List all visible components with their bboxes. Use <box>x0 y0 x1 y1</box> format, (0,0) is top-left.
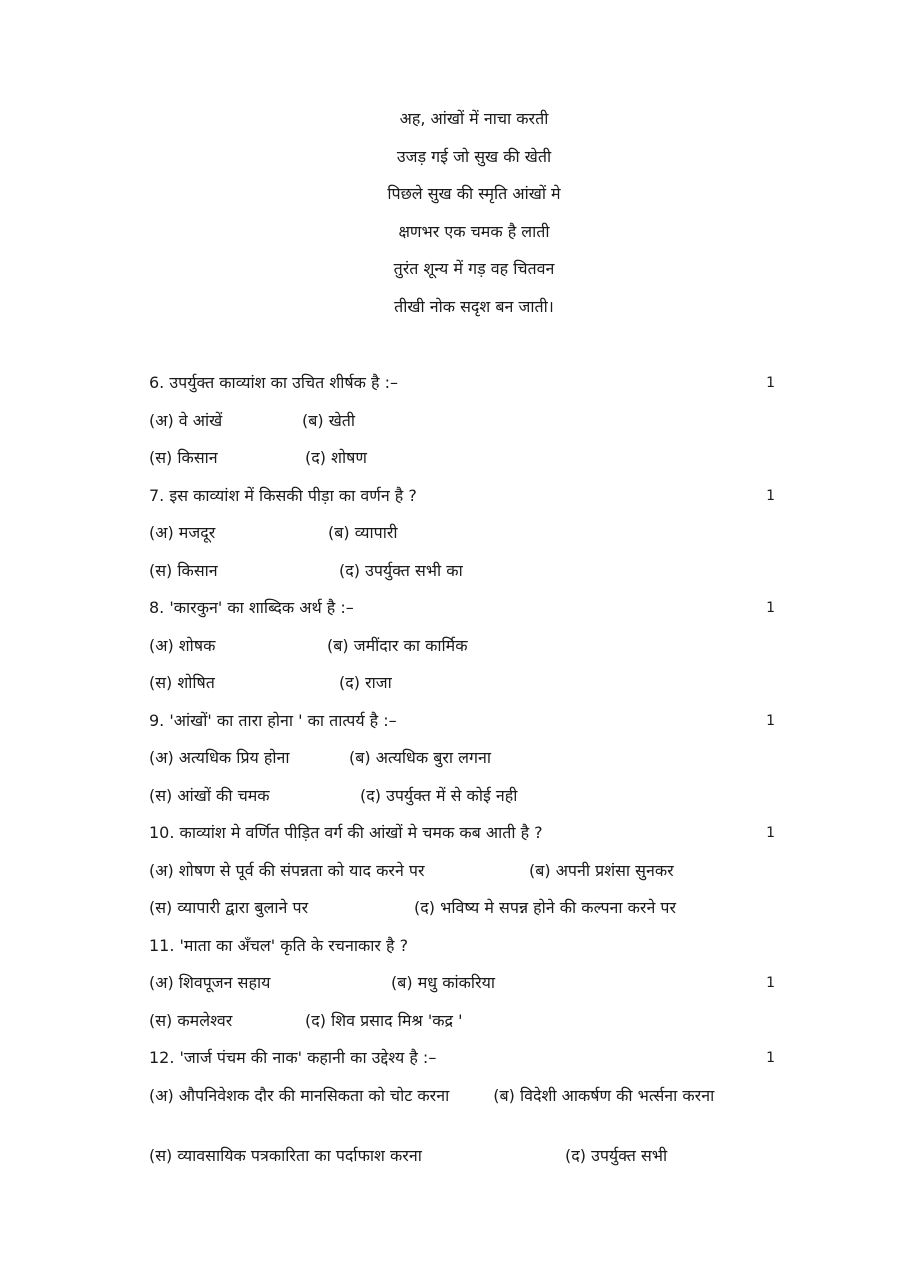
option-c: (स) आंखों की चमक <box>149 785 270 805</box>
options-row <box>149 668 775 706</box>
option-a: (अ) अत्यधिक प्रिय होना <box>149 748 290 767</box>
question-text: 11. 'माता का अँचल' कृति के रचनाकार है ? <box>149 935 409 955</box>
poem-line: तीखी नोक सदृश बन जाती। <box>394 296 554 316</box>
question-9 <box>149 706 775 744</box>
option-b: (ब) मधु कांकरिया <box>391 973 496 992</box>
question-text: 10. काव्यांश मे वर्णित पीड़ित वर्ग की आंखों मे चमक कब आती है ? <box>149 823 543 842</box>
option-d: (द) शिव प्रसाद मिश्र 'कद्र ' <box>305 1010 463 1030</box>
question-list <box>149 368 775 1182</box>
options-row <box>149 1081 775 1141</box>
option-c: (स) शोषित <box>149 673 215 692</box>
poem-stanza <box>0 104 905 330</box>
question-text: 7. इस काव्यांश में किसकी पीड़ा का वर्णन है ? <box>149 485 417 505</box>
question-text: 8. 'कारकुन' का शाब्दिक अर्थ है :– <box>149 598 354 617</box>
option-a: (अ) शिवपूजन सहाय <box>149 973 271 992</box>
option-c: (स) किसान <box>149 448 218 467</box>
question-text: 6. उपर्युक्त काव्यांश का उचित शीर्षक है :– <box>149 373 398 392</box>
option-a: (अ) वे आंखें <box>149 410 223 430</box>
option-c: (स) व्यापारी द्वारा बुलाने पर <box>149 898 309 917</box>
question-mark: 1 <box>766 487 775 504</box>
poem-line: तुरंत शून्य में गड़ वह चितवन <box>393 259 555 279</box>
option-a: (अ) औपनिवेशक दौर की मानसिकता को चोट करना <box>149 1085 450 1105</box>
option-d: (द) उपर्युक्त सभी का <box>339 560 463 580</box>
poem-line: उजड़ गई जो सुख की खेती <box>396 146 552 166</box>
option-b: (ब) अपनी प्रशंसा सुनकर <box>529 860 674 880</box>
question-mark: 1 <box>766 1050 775 1066</box>
option-b: (ब) व्यापारी <box>328 523 398 542</box>
option-b: (ब) विदेशी आकर्षण की भर्त्सना करना <box>493 1085 715 1105</box>
option-c: (स) किसान <box>149 560 218 580</box>
question-text: 12. 'जार्ज पंचम की नाक' कहानी का उद्देश्य है :– <box>149 1048 437 1067</box>
poem-line: पिछले सुख की स्मृति आंखों मे <box>387 184 561 204</box>
question-12 <box>149 1043 775 1081</box>
option-a: (अ) शोषण से पूर्व की संपन्नता को याद करने पर <box>149 860 425 880</box>
options-row <box>149 781 775 819</box>
option-a: (अ) मजदूर <box>149 523 216 542</box>
poem-line: क्षणभर एक चमक है लाती <box>398 221 550 241</box>
options-row <box>149 968 775 1006</box>
options-row <box>149 406 775 444</box>
question-mark: 1 <box>766 600 775 616</box>
option-d: (द) उपर्युक्त में से कोई नही <box>360 785 518 805</box>
question-10 <box>149 818 775 856</box>
question-text: 9. 'आंखों' का तारा होना ' का तात्पर्य है :– <box>149 710 397 730</box>
question-mark: 1 <box>766 825 775 841</box>
option-d: (द) शोषण <box>305 448 367 467</box>
question-mark: 1 <box>766 375 775 391</box>
options-row <box>149 856 775 894</box>
options-row <box>149 518 775 556</box>
options-wrapped-text <box>149 1085 775 1107</box>
option-d: (द) भविष्य मे सपन्न होने की कल्पना करने पर <box>414 898 677 917</box>
option-b: (ब) अत्यधिक बुरा लगना <box>349 748 491 767</box>
option-d: (द) राजा <box>339 673 392 692</box>
options-row <box>149 743 775 781</box>
options-row <box>149 556 775 594</box>
option-c: (स) व्यावसायिक पत्रकारिता का पर्दाफाश करना <box>149 1145 422 1165</box>
question-8 <box>149 593 775 631</box>
option-c: (स) कमलेश्वर <box>149 1010 233 1030</box>
option-b: (ब) जमींदार का कार्मिक <box>327 635 468 655</box>
question-7 <box>149 481 775 519</box>
option-d: (द) उपर्युक्त सभी <box>565 1145 668 1165</box>
question-6 <box>149 368 775 406</box>
options-row <box>149 1141 775 1182</box>
options-row <box>149 1006 775 1044</box>
question-mark: 1 <box>766 712 775 729</box>
poem-line: अह, आंखों में नाचा करती <box>399 109 549 128</box>
option-a: (अ) शोषक <box>149 635 216 655</box>
options-row <box>149 443 775 481</box>
question-mark: 1 <box>766 975 775 991</box>
question-11 <box>149 931 775 969</box>
options-row <box>149 631 775 669</box>
option-b: (ब) खेती <box>302 410 356 430</box>
options-row <box>149 893 775 931</box>
